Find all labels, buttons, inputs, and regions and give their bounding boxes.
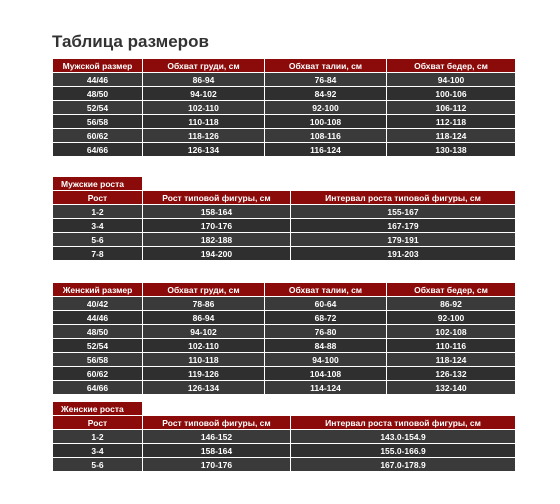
header-cell: Рост <box>53 416 143 430</box>
table-row <box>53 129 516 143</box>
cell: 146-152 <box>143 430 291 444</box>
cell: 86-94 <box>143 311 265 325</box>
table-caption-row <box>53 177 516 191</box>
cell: 116-124 <box>265 143 387 157</box>
cell: 94-100 <box>265 353 387 367</box>
cell: 102-110 <box>143 101 265 115</box>
header-cell: Обхват бедер, см <box>387 59 516 73</box>
cell: 182-188 <box>143 233 291 247</box>
cell: 126-134 <box>143 381 265 395</box>
table-row <box>53 115 516 129</box>
cell: 60/62 <box>53 367 143 381</box>
cell: 3-4 <box>53 444 143 458</box>
cell: 118-124 <box>387 353 516 367</box>
header-cell: Рост типовой фигуры, см <box>143 191 291 205</box>
header-cell: Интервал роста типовой фигуры, см <box>291 191 516 205</box>
cell: 167.0-178.9 <box>291 458 516 472</box>
cell: 68-72 <box>265 311 387 325</box>
cell: 119-126 <box>143 367 265 381</box>
cell: 126-132 <box>387 367 516 381</box>
header-cell: Рост <box>53 191 143 205</box>
cell: 1-2 <box>53 205 143 219</box>
cell: 155.0-166.9 <box>291 444 516 458</box>
cell: 110-118 <box>143 115 265 129</box>
cell: 118-124 <box>387 129 516 143</box>
table-caption: Женские роста <box>53 402 143 416</box>
table-row <box>53 367 516 381</box>
cell: 1-2 <box>53 430 143 444</box>
table-row <box>53 233 516 247</box>
cell: 56/58 <box>53 115 143 129</box>
header-cell: Интервал роста типовой фигуры, см <box>291 416 516 430</box>
table-header-row <box>53 283 516 297</box>
cell: 155-167 <box>291 205 516 219</box>
cell: 191-203 <box>291 247 516 261</box>
table-row <box>53 430 516 444</box>
cell: 7-8 <box>53 247 143 261</box>
cell: 92-100 <box>387 311 516 325</box>
women-sizes-table <box>52 282 516 395</box>
cell: 167-179 <box>291 219 516 233</box>
cell: 76-84 <box>265 73 387 87</box>
table-row <box>53 101 516 115</box>
cell: 94-100 <box>387 73 516 87</box>
table-row <box>53 325 516 339</box>
table-row <box>53 143 516 157</box>
table-row <box>53 297 516 311</box>
cell: 118-126 <box>143 129 265 143</box>
table-row <box>53 219 516 233</box>
cell: 48/50 <box>53 325 143 339</box>
cell: 126-134 <box>143 143 265 157</box>
cell: 78-86 <box>143 297 265 311</box>
header-cell: Обхват груди, см <box>143 283 265 297</box>
header-cell: Обхват талии, см <box>265 283 387 297</box>
table-header-row <box>53 416 516 430</box>
table-row <box>53 205 516 219</box>
cell: 110-116 <box>387 339 516 353</box>
table-header-row <box>53 59 516 73</box>
cell: 102-108 <box>387 325 516 339</box>
cell: 102-110 <box>143 339 265 353</box>
cell: 56/58 <box>53 353 143 367</box>
cell: 64/66 <box>53 381 143 395</box>
table-row <box>53 311 516 325</box>
cell: 5-6 <box>53 233 143 247</box>
cell: 179-191 <box>291 233 516 247</box>
table-row <box>53 444 516 458</box>
cell: 194-200 <box>143 247 291 261</box>
table-row <box>53 458 516 472</box>
table-row <box>53 353 516 367</box>
table-header-row <box>53 191 516 205</box>
cell: 94-102 <box>143 325 265 339</box>
women-heights-table <box>52 401 516 472</box>
table-caption: Мужские роста <box>53 177 143 191</box>
cell: 92-100 <box>265 101 387 115</box>
men-heights-table <box>52 176 516 261</box>
table-caption-row <box>53 402 516 416</box>
cell: 52/54 <box>53 101 143 115</box>
cell: 5-6 <box>53 458 143 472</box>
cell: 170-176 <box>143 458 291 472</box>
cell: 52/54 <box>53 339 143 353</box>
cell: 86-94 <box>143 73 265 87</box>
caption-spacer <box>143 177 516 191</box>
cell: 44/46 <box>53 73 143 87</box>
header-cell: Обхват талии, см <box>265 59 387 73</box>
header-cell: Мужской размер <box>53 59 143 73</box>
cell: 104-108 <box>265 367 387 381</box>
cell: 158-164 <box>143 444 291 458</box>
table-row <box>53 247 516 261</box>
cell: 40/42 <box>53 297 143 311</box>
cell: 84-92 <box>265 87 387 101</box>
cell: 60/62 <box>53 129 143 143</box>
cell: 158-164 <box>143 205 291 219</box>
cell: 143.0-154.9 <box>291 430 516 444</box>
header-cell: Обхват бедер, см <box>387 283 516 297</box>
cell: 48/50 <box>53 87 143 101</box>
cell: 132-140 <box>387 381 516 395</box>
cell: 114-124 <box>265 381 387 395</box>
table-row <box>53 339 516 353</box>
cell: 100-106 <box>387 87 516 101</box>
table-row <box>53 73 516 87</box>
cell: 84-88 <box>265 339 387 353</box>
cell: 108-116 <box>265 129 387 143</box>
men-sizes-table <box>52 58 516 157</box>
header-cell: Женский размер <box>53 283 143 297</box>
cell: 60-64 <box>265 297 387 311</box>
cell: 112-118 <box>387 115 516 129</box>
header-cell: Обхват груди, см <box>143 59 265 73</box>
table-row <box>53 381 516 395</box>
cell: 64/66 <box>53 143 143 157</box>
cell: 94-102 <box>143 87 265 101</box>
caption-spacer <box>143 402 516 416</box>
page-title: Таблица размеров <box>52 32 209 51</box>
cell: 3-4 <box>53 219 143 233</box>
cell: 86-92 <box>387 297 516 311</box>
cell: 130-138 <box>387 143 516 157</box>
cell: 76-80 <box>265 325 387 339</box>
cell: 110-118 <box>143 353 265 367</box>
cell: 100-108 <box>265 115 387 129</box>
cell: 170-176 <box>143 219 291 233</box>
header-cell: Рост типовой фигуры, см <box>143 416 291 430</box>
cell: 44/46 <box>53 311 143 325</box>
table-row <box>53 87 516 101</box>
cell: 106-112 <box>387 101 516 115</box>
